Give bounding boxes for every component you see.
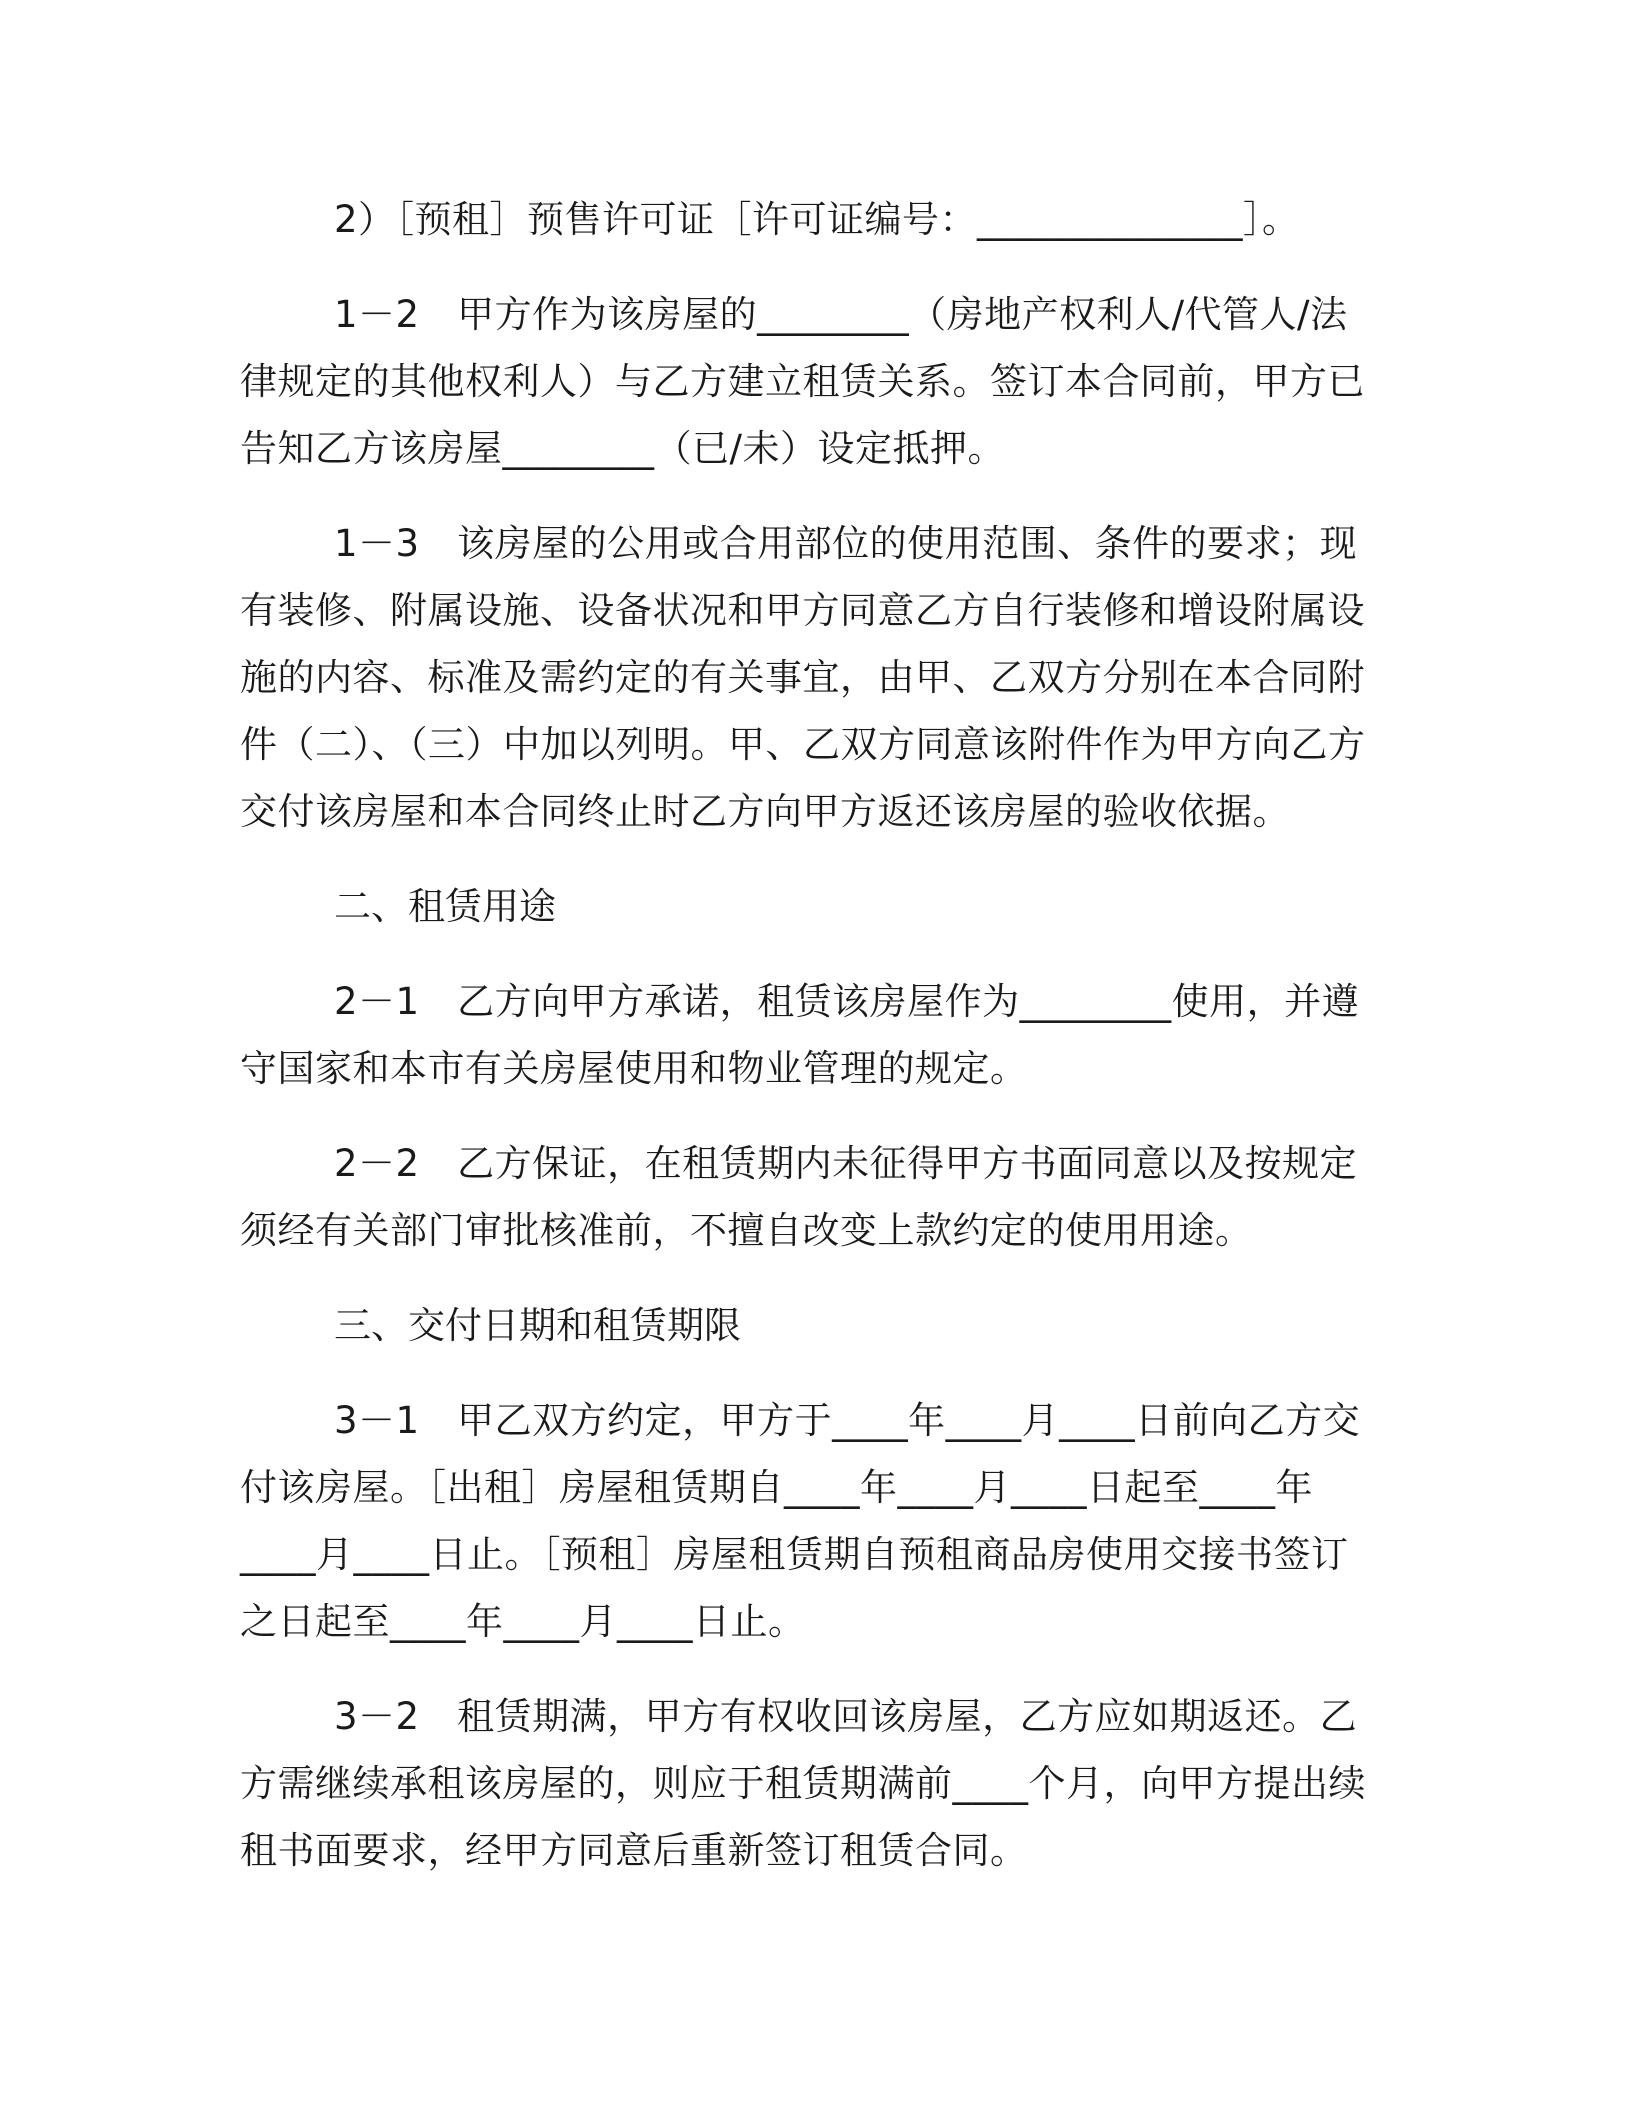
paragraph-3-1: 3－1 甲乙双方约定，甲方于____年____月____日前向乙方交付该房屋。［出租］房屋租赁期自____年____月____日起至____年____月____日止。［预租］房屋租赁期自预租商品房使用交接书签订之日起至____年____月____日止。 bbox=[240, 1399, 1361, 1643]
paragraph-1-3: 1－3 该房屋的公用或合用部位的使用范围、条件的要求；现有装修、附属设施、设备状况和甲方同意乙方自行装修和增设附属设施的内容、标准及需约定的有关事宜，由甲、乙双方分别在本合同附件（二）、（三）中加以列明。甲、乙双方同意该附件作为甲方向乙方交付该房屋和本合同终止时乙方向甲方返还该房屋的验收依据。 bbox=[240, 522, 1366, 833]
section-heading-lease-purpose: 二、租赁用途 bbox=[334, 885, 556, 928]
paragraph-3-2: 3－2 租赁期满，甲方有权收回该房屋，乙方应如期返还。乙方需继续承租该房屋的，则应于租赁期满前____个月，向甲方提出续租书面要求，经甲方同意后重新签订租赁合同。 bbox=[240, 1695, 1366, 1872]
paragraph-2-2: 2－2 乙方保证，在租赁期内未征得甲方书面同意以及按规定须经有关部门审批核准前，不擅自改变上款约定的使用用途。 bbox=[240, 1142, 1358, 1252]
paragraph-2-1: 2－1 乙方向甲方承诺，租赁该房屋作为________使用，并遵守国家和本市有关房屋使用和物业管理的规定。 bbox=[240, 980, 1360, 1090]
paragraph-1-2: 1－2 甲方作为该房屋的________（房地产权利人/代管人/法律规定的其他权利人）与乙方建立租赁关系。签订本合同前，甲方已告知乙方该房屋________（已/未）设定抵押。 bbox=[240, 293, 1365, 470]
document-page bbox=[240, 186, 1380, 1912]
paragraph-presale-permit: 2）［预租］预售许可证［许可证编号：______________］。 bbox=[334, 198, 1300, 241]
section-heading-delivery-term: 三、交付日期和租赁期限 bbox=[334, 1304, 741, 1347]
